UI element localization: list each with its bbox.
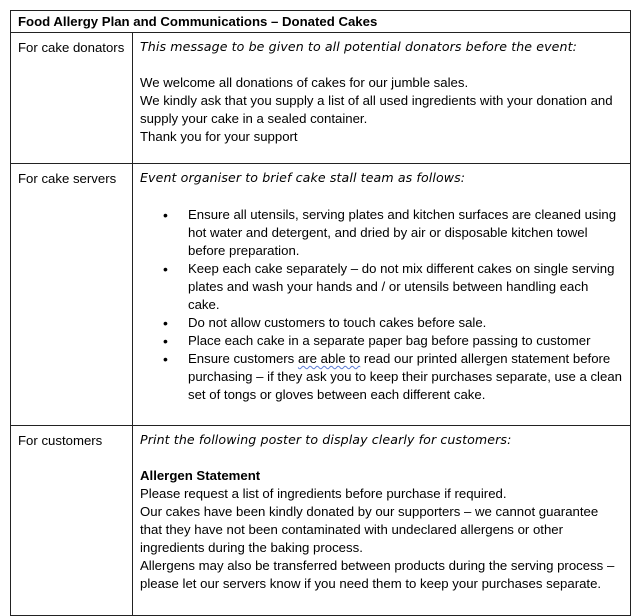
list-item: • Place each cake in a separate paper bag before passing to customer xyxy=(188,332,623,350)
donators-line: We kindly ask that you supply a list of all used ingredients with your donation and supply your cake in a sealed container. xyxy=(140,93,613,126)
allergen-statement-heading: Allergen Statement xyxy=(140,468,261,483)
grammar-flagged-text[interactable]: are able to xyxy=(297,351,361,366)
customers-intro: Print the following poster to display clearly for customers: xyxy=(140,432,512,447)
servers-intro: Event organiser to brief cake stall team as follows: xyxy=(140,170,466,185)
table-row xyxy=(11,426,631,616)
list-item: • Do not allow customers to touch cakes before sale. xyxy=(188,314,623,332)
bullet-text-start: Ensure customers xyxy=(188,351,298,366)
donators-content xyxy=(133,33,631,164)
row-label-customers: For customers xyxy=(11,426,133,616)
customers-content xyxy=(133,426,631,616)
title-row xyxy=(11,11,631,33)
list-item: • Keep each cake separately – do not mix different cakes on single serving plates and wash your hands and / or utensils between handling each cake. xyxy=(188,260,623,314)
list-item xyxy=(188,350,623,404)
list-item: • Ensure all utensils, serving plates and kitchen surfaces are cleaned using hot water and detergent, and dried by air or disposable kitchen towel before preparation. xyxy=(188,206,623,260)
table-row xyxy=(11,33,631,164)
donators-line: We welcome all donations of cakes for our jumble sales. xyxy=(140,75,469,90)
row-label-servers: For cake servers xyxy=(11,164,133,426)
servers-content xyxy=(133,164,631,426)
donators-line: Thank you for your support xyxy=(140,129,298,144)
donators-intro: This message to be given to all potential donators before the event: xyxy=(140,39,577,54)
allergy-plan-table xyxy=(10,10,631,616)
customers-line: Please request a list of ingredients before purchase if required. xyxy=(140,486,507,501)
document-title: Food Allergy Plan and Communications – Donated Cakes xyxy=(11,11,631,33)
row-label-donators: For cake donators xyxy=(11,33,133,164)
servers-bullet-list xyxy=(140,206,623,404)
customers-line: Allergens may also be transferred between products during the serving process – please let our servers know if you need them to keep your purchases separate. xyxy=(140,558,615,591)
customers-line: Our cakes have been kindly donated by our supporters – we cannot guarantee that they have not been contaminated with undeclared allergens or other ingredients during the baking process. xyxy=(140,504,599,555)
bullet-text-end: read our printed allergen statement before purchasing – if they ask you to keep their purchases separate, use a clean set of tongs or gloves between each different cake. xyxy=(188,351,622,402)
table-row xyxy=(11,164,631,426)
